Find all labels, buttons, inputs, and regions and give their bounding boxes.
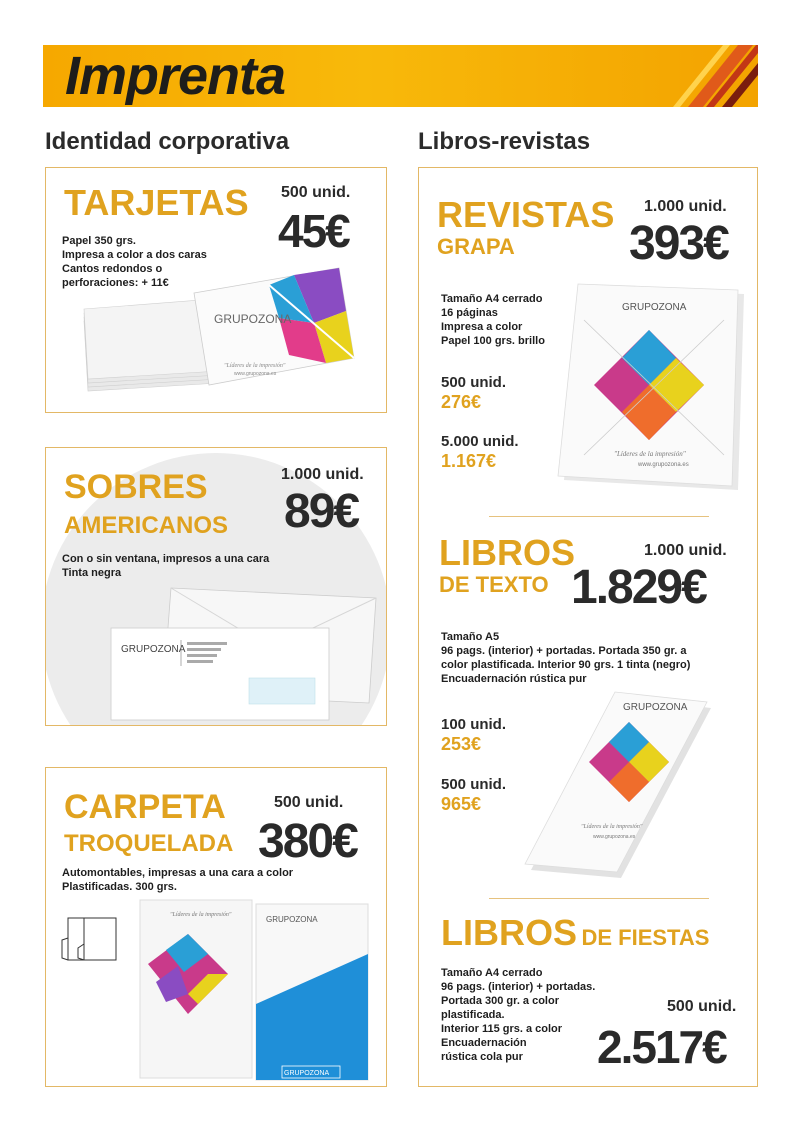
carpeta-title-2: TROQUELADA (64, 830, 234, 857)
right-section-title: Libros-revistas (418, 128, 591, 155)
revistas-qty: 1.000 unid. (644, 198, 727, 215)
tarjetas-price: 45€ (278, 205, 349, 257)
divider-1 (489, 516, 709, 517)
libros-texto-option-1-price: 253€ (441, 734, 482, 754)
libros-texto-qty: 1.000 unid. (644, 542, 727, 559)
revistas-option-2-qty: 5.000 unid. (441, 433, 519, 450)
banner-stripes (618, 45, 758, 107)
revistas-title-2: GRAPA (437, 234, 515, 259)
sobres-desc: Con o sin ventana, impresos a una cara Tinta negra (62, 553, 270, 579)
revistas-option-2-price: 1.167€ (441, 451, 497, 471)
sobres-title-2: AMERICANOS (64, 512, 229, 539)
divider-2 (489, 898, 709, 899)
banner (43, 45, 758, 107)
libros-texto-price: 1.829€ (571, 561, 706, 614)
carpeta-card (45, 767, 387, 1087)
libros-fiestas-price: 2.517€ (597, 1021, 726, 1073)
libros-fiestas-title-1: LIBROS (441, 912, 578, 953)
libros-fiestas-title-2: DE FIESTAS (581, 925, 710, 950)
svg-text:GRUPOZONA: GRUPOZONA (284, 1070, 330, 1077)
sobres-logo-text: GRUPOZONA (121, 644, 186, 655)
libros-texto-title-2: DE TEXTO (439, 572, 549, 597)
carpeta-desc: Automontables, impresas a una cara a color Plastificadas. 300 grs. (62, 867, 294, 893)
tarjetas-title: TARJETAS (64, 182, 249, 223)
carpeta-title-1: CARPETA (64, 788, 226, 826)
carpeta-price: 380€ (258, 815, 357, 868)
svg-text:"Líderes de la impresión": "Líderes de la impresión" (170, 912, 232, 918)
folder-diagram (60, 908, 120, 968)
carpeta-qty: 500 unid. (274, 794, 344, 811)
sobres-card (45, 447, 387, 726)
svg-text:"Líderes de la impresión": "Líderes de la impresión" (581, 824, 643, 830)
textbook-image (511, 688, 721, 878)
magazine-image (554, 280, 754, 495)
libros-texto-title-1: LIBROS (439, 532, 576, 573)
tarjetas-qty: 500 unid. (281, 184, 351, 201)
svg-text:www.grupozona.es: www.grupozona.es (234, 371, 277, 377)
revistas-price: 393€ (629, 217, 728, 270)
envelopes-image (101, 578, 387, 726)
tarjetas-card (45, 167, 387, 413)
left-section-title: Identidad corporativa (45, 128, 290, 155)
libros-texto-logo-text: GRUPOZONA (623, 702, 688, 713)
tarjetas-logo-text: GRUPOZONA (214, 312, 292, 326)
svg-text:"Líderes de la impresión": "Líderes de la impresión" (224, 363, 286, 369)
tarjetas-desc: Papel 350 grs. Impresa a color a dos caras Cantos redondos o perforaciones: + 11€ (62, 235, 207, 289)
libros-texto-option-1-qty: 100 unid. (441, 716, 507, 733)
business-cards-image (74, 263, 374, 403)
carpeta-logo-text: GRUPOZONA (266, 915, 318, 924)
svg-text:www.grupozona.es: www.grupozona.es (638, 462, 689, 468)
revistas-logo-text: GRUPOZONA (622, 302, 687, 313)
libros-texto-desc: Tamaño A5 96 pags. (interior) + portadas. Portada 350 gr. a color plastificada. Interior 90 grs. 1 tinta (negro) Encuadernación rústica pur (441, 631, 691, 685)
libros-texto-option-2-price: 965€ (441, 794, 482, 814)
sobres-qty: 1.000 unid. (281, 466, 364, 483)
libros-fiestas-qty: 500 unid. (667, 998, 737, 1015)
svg-text:www.grupozona.es: www.grupozona.es (593, 834, 636, 840)
svg-text:"Líderes de la impresión": "Líderes de la impresión" (614, 450, 686, 458)
sobres-price: 89€ (284, 485, 359, 538)
libros-fiestas-title (441, 912, 709, 954)
revistas-option-1-price: 276€ (441, 392, 482, 412)
banner-title: Imprenta (65, 46, 286, 106)
libros-fiestas-desc: Tamaño A4 cerrado 96 pags. (interior) + portadas. Portada 300 gr. a color plastificada. Interior 115 grs. a color Encuadernación rústica cola pur (441, 967, 596, 1063)
folder-image (138, 894, 378, 1084)
revistas-desc: Tamaño A4 cerrado 16 páginas Impresa a color Papel 100 grs. brillo (441, 293, 545, 347)
revistas-option-1-qty: 500 unid. (441, 374, 507, 391)
sobres-title-1: SOBRES (64, 468, 208, 506)
libros-texto-option-2-qty: 500 unid. (441, 776, 507, 793)
libros-revistas-card (418, 167, 758, 1087)
revistas-title-1: REVISTAS (437, 194, 615, 235)
